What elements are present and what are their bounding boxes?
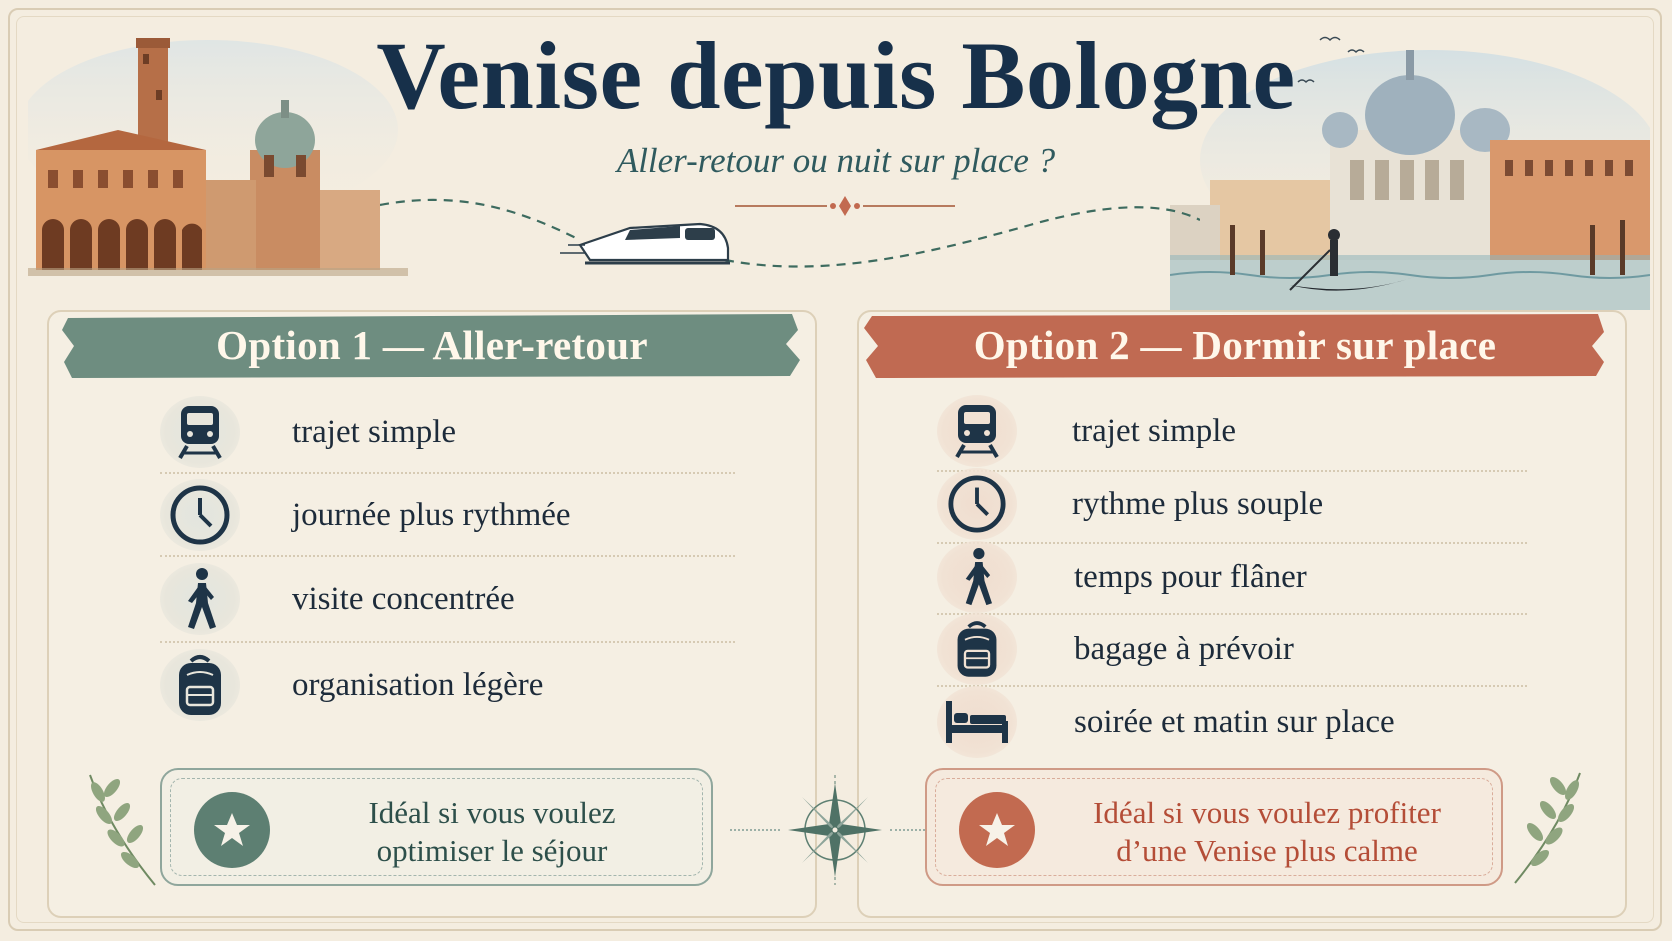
page-subtitle: Aller-retour ou nuit sur place ? — [616, 141, 1056, 180]
list-item — [160, 563, 515, 635]
list-item — [937, 613, 1294, 685]
list-item — [160, 479, 571, 551]
icon-bubble — [160, 563, 240, 635]
connector-line — [890, 829, 925, 831]
icon-bubble — [160, 649, 240, 721]
recommendation-line-1: Idéal si vous voulez profiter — [1093, 795, 1441, 830]
item-label: journée plus rythmée — [292, 496, 571, 533]
compass-rose-icon — [780, 775, 890, 885]
option-1-title: Option 1 — Aller-retour — [216, 322, 648, 368]
item-label: trajet simple — [1072, 412, 1237, 449]
icon-bubble — [937, 686, 1017, 758]
star-icon — [959, 792, 1035, 868]
icon-bubble — [937, 395, 1017, 467]
item-label: visite concentrée — [292, 580, 515, 617]
backpack-icon — [952, 619, 1002, 679]
icon-bubble — [937, 613, 1017, 685]
option-2-banner — [864, 310, 1606, 380]
item-label: temps pour flâner — [1074, 558, 1307, 595]
laurel-branch-icon — [1510, 768, 1590, 888]
list-item — [937, 686, 1395, 758]
item-label: rythme plus souple — [1072, 485, 1324, 522]
item-divider — [160, 555, 735, 557]
list-item — [160, 649, 543, 721]
list-item — [160, 396, 456, 468]
page-title: Venise depuis Bologne — [376, 22, 1296, 129]
item-label: soirée et matin sur place — [1074, 703, 1395, 740]
connector-line — [730, 829, 780, 831]
ornament-divider — [735, 196, 955, 216]
list-item — [937, 395, 1236, 467]
item-label: bagage à prévoir — [1074, 630, 1294, 667]
recommendation-text — [1047, 794, 1487, 870]
recommendation-line-2: d’une Venise plus calme — [1116, 833, 1418, 868]
train-icon — [175, 404, 225, 460]
item-label: trajet simple — [292, 413, 457, 450]
recommendation-text — [292, 794, 692, 870]
backpack-icon — [173, 653, 227, 717]
clock-icon — [947, 474, 1007, 534]
option-2-title: Option 2 — Dormir sur place — [973, 322, 1497, 368]
option-1-banner — [62, 310, 802, 380]
star-icon — [194, 792, 270, 868]
icon-bubble — [937, 541, 1017, 613]
train-icon — [952, 403, 1002, 459]
walking-person-icon — [956, 547, 998, 607]
bed-icon — [944, 699, 1010, 745]
train-icon-route — [560, 224, 730, 263]
icon-bubble — [937, 468, 1017, 540]
option-2-recommendation — [925, 768, 1503, 886]
icon-bubble — [160, 396, 240, 468]
item-divider — [160, 472, 735, 474]
icon-bubble — [160, 479, 240, 551]
list-item — [937, 541, 1307, 613]
item-label: organisation légère — [292, 666, 544, 703]
walking-person-icon — [178, 567, 222, 631]
clock-icon — [169, 484, 231, 546]
list-item — [937, 468, 1323, 540]
recommendation-line-2: optimiser le séjour — [376, 833, 608, 868]
recommendation-line-1: Idéal si vous voulez — [368, 795, 616, 830]
option-1-recommendation — [160, 768, 713, 886]
laurel-branch-icon — [80, 770, 160, 890]
item-divider — [160, 641, 735, 643]
